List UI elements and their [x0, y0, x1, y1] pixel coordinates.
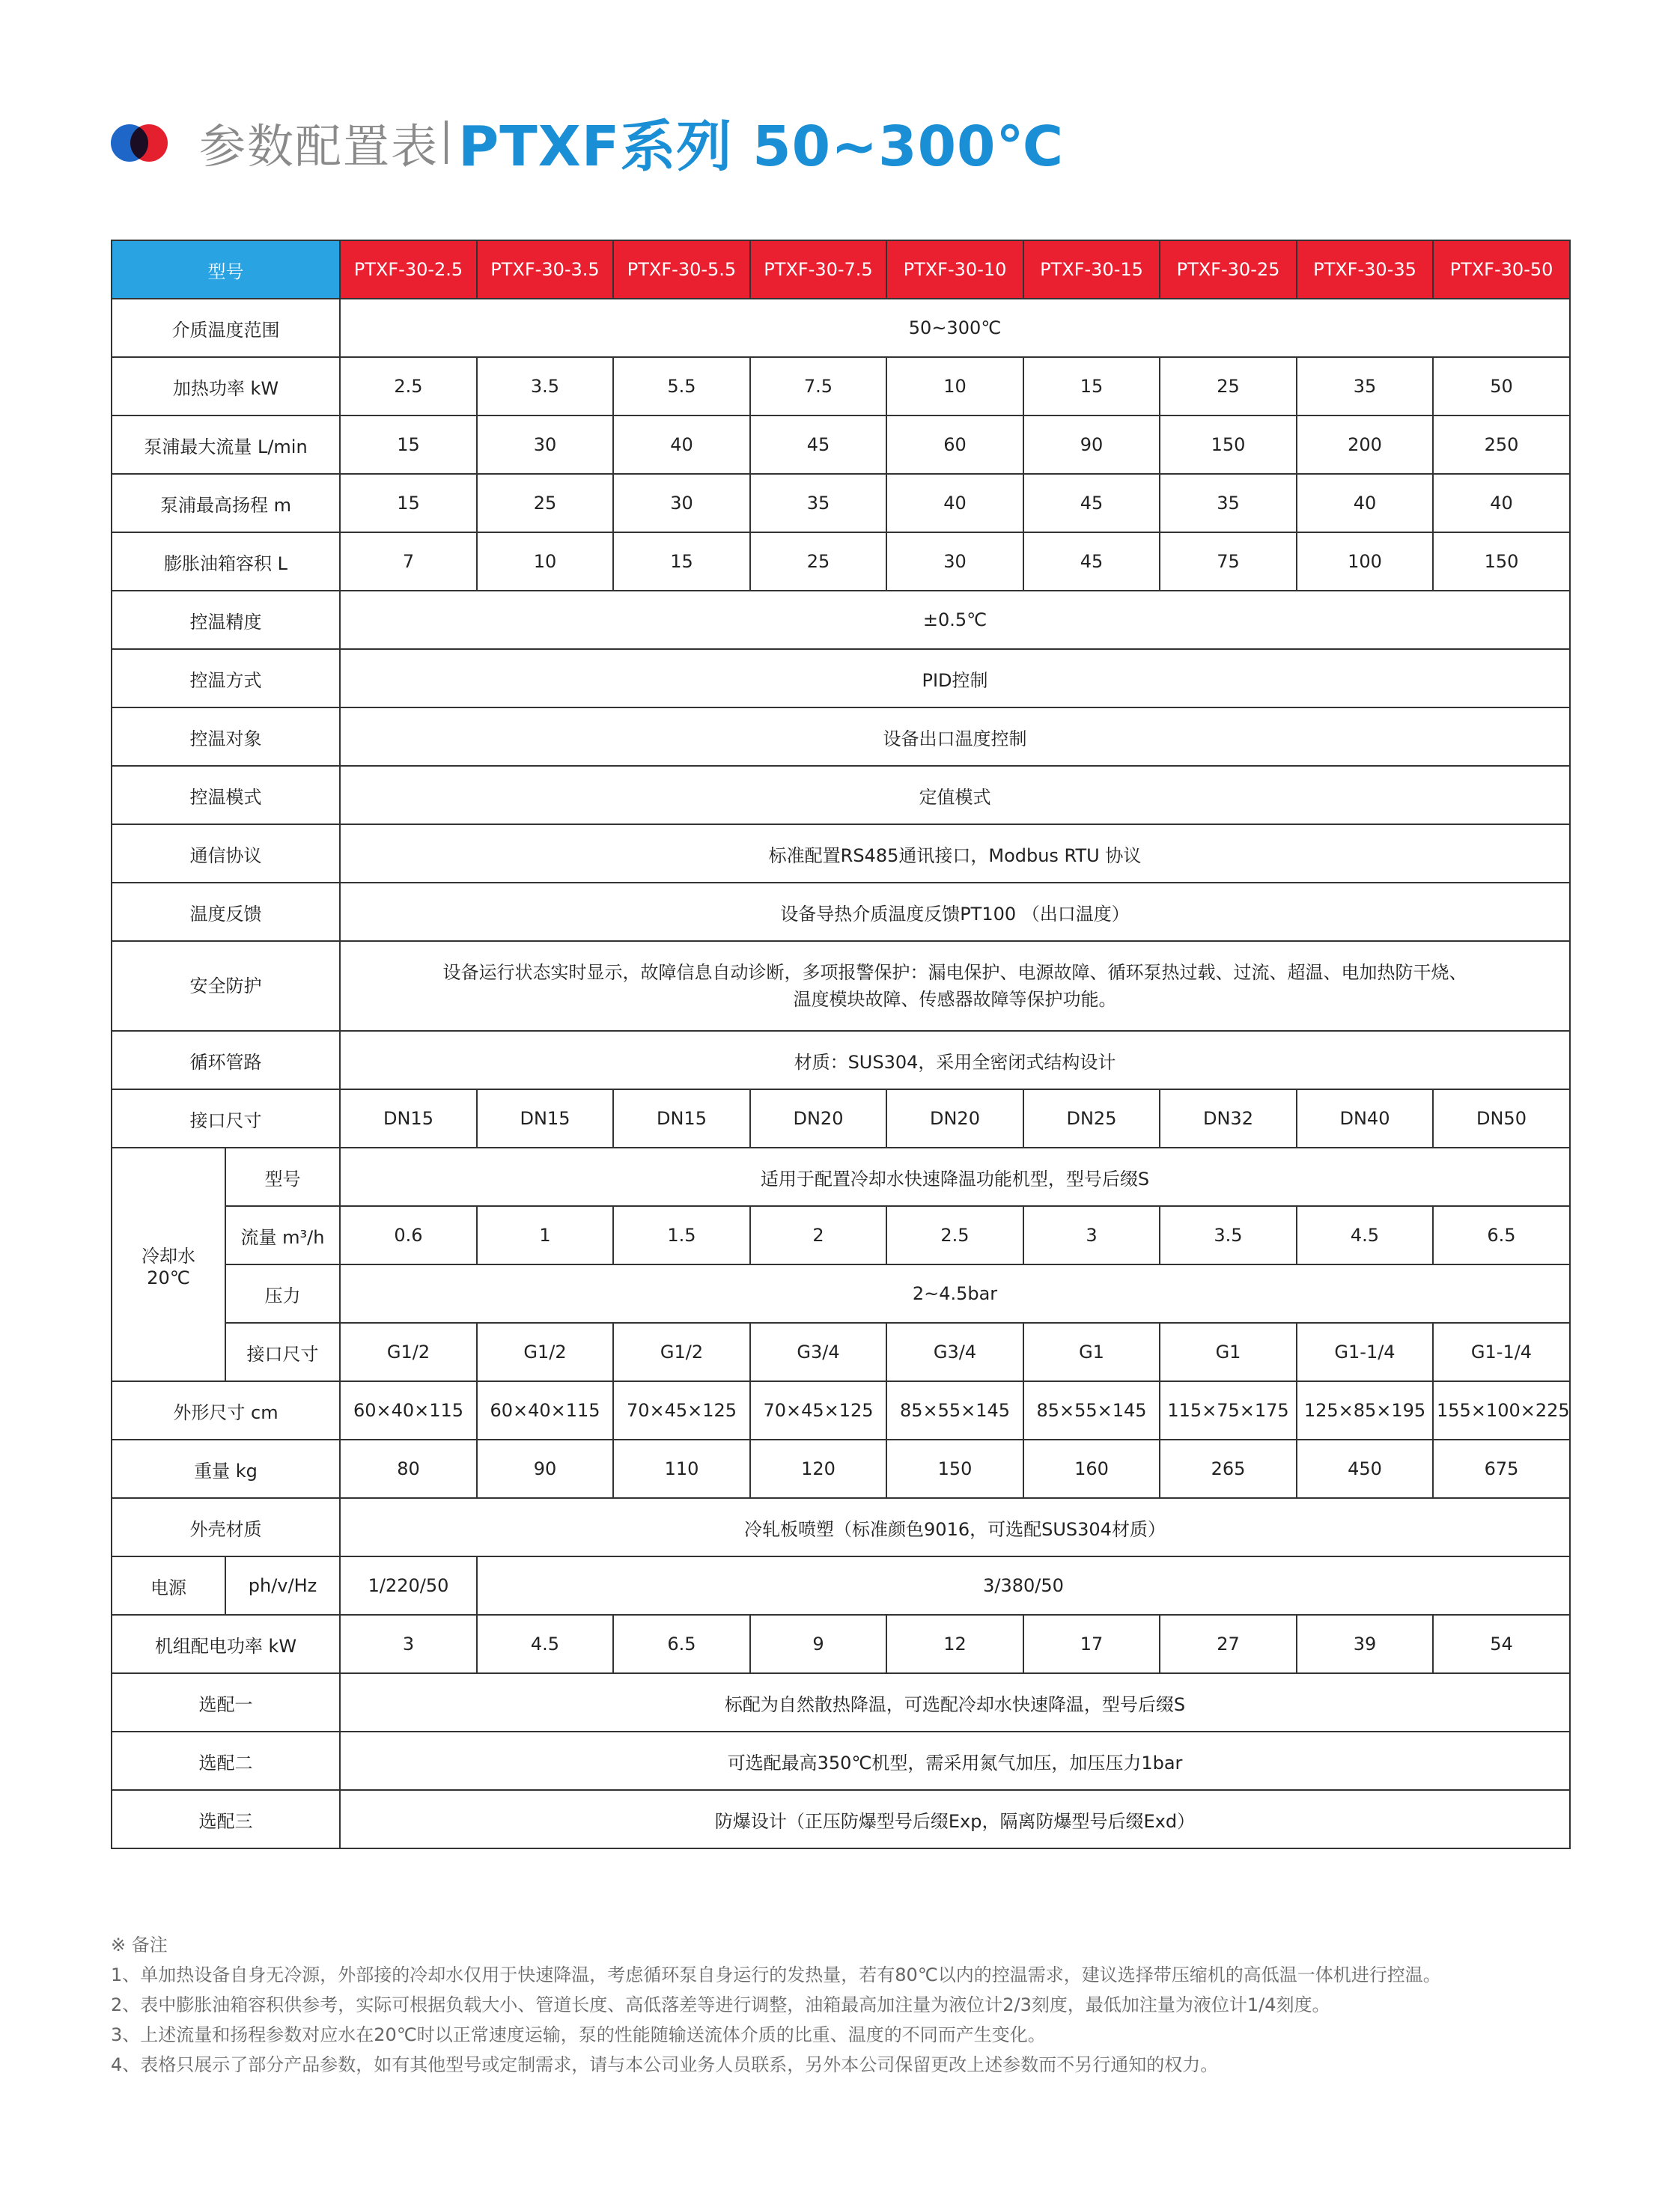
- table-cell: G1: [1160, 1323, 1297, 1381]
- table-cell: DN20: [750, 1089, 886, 1148]
- table-row: [112, 883, 1570, 941]
- table-cell: 150: [886, 1440, 1023, 1498]
- row-label: 泵浦最高扬程 m: [112, 474, 340, 532]
- table-cell: 40: [1433, 474, 1570, 532]
- table-cell: 265: [1160, 1440, 1297, 1498]
- row-value: 3/380/50: [477, 1556, 1570, 1615]
- notes-heading: ※ 备注: [111, 1934, 168, 1955]
- row-label: 型号: [225, 1148, 340, 1206]
- brand-logo-icon: [111, 121, 174, 163]
- note-item: 1、单加热设备自身无冷源，外部接的冷却水仅用于快速降温，考虑循环泵自身运行的发热量，若有80℃以内的控温需求，建议选择带压缩机的高低温一体机进行控温。: [111, 1964, 1441, 1985]
- row-value: 设备出口温度控制: [340, 707, 1570, 766]
- table-cell: 25: [1160, 357, 1297, 415]
- row-value: 标准配置RS485通讯接口，Modbus RTU 协议: [340, 824, 1570, 883]
- table-row: [112, 1556, 1570, 1615]
- table-cell: 30: [613, 474, 750, 532]
- row-label: 接口尺寸: [112, 1089, 340, 1148]
- table-cell: DN32: [1160, 1089, 1297, 1148]
- table-cell: DN15: [477, 1089, 613, 1148]
- table-cell: 0.6: [340, 1206, 477, 1264]
- table-cell: 2.5: [886, 1206, 1023, 1264]
- model-header: PTXF-30-15: [1023, 240, 1160, 299]
- row-label: 膨胀油箱容积 L: [112, 532, 340, 591]
- table-row: [112, 474, 1570, 532]
- row-value: 设备导热介质温度反馈PT100 （出口温度）: [340, 883, 1570, 941]
- row-value: 可选配最高350℃机型，需采用氮气加压，加压压力1bar: [340, 1732, 1570, 1790]
- table-row: [112, 1206, 1570, 1264]
- row-value: ±0.5℃: [340, 591, 1570, 649]
- row-label: 泵浦最大流量 L/min: [112, 415, 340, 474]
- note-item: 2、表中膨胀油箱容积供参考，实际可根据负载大小、管道长度、高低落差等进行调整，油箱最高加注量为液位计2/3刻度，最低加注量为液位计1/4刻度。: [111, 1994, 1330, 2015]
- table-cell: 45: [750, 415, 886, 474]
- table-cell: 110: [613, 1440, 750, 1498]
- table-cell: 15: [1023, 357, 1160, 415]
- table-cell: 9: [750, 1615, 886, 1673]
- table-cell: G1/2: [477, 1323, 613, 1381]
- header-label: 型号: [112, 240, 340, 299]
- row-label: 温度反馈: [112, 883, 340, 941]
- row-sublabel: ph/v/Hz: [225, 1556, 340, 1615]
- table-cell: DN20: [886, 1089, 1023, 1148]
- table-cell: 150: [1160, 415, 1297, 474]
- table-cell: 85×55×145: [1023, 1381, 1160, 1440]
- row-value: 防爆设计（正压防爆型号后缀Exp，隔离防爆型号后缀Exd）: [340, 1790, 1570, 1848]
- row-label: 安全防护: [112, 941, 340, 1031]
- row-label: 电源: [112, 1556, 225, 1615]
- note-item: 3、上述流量和扬程参数对应水在20℃时以正常速度运输，泵的性能随输送流体介质的比重、温度的不同而产生变化。: [111, 2024, 1046, 2045]
- row-label: 接口尺寸: [225, 1323, 340, 1381]
- table-cell: 35: [1160, 474, 1297, 532]
- table-cell: 10: [886, 357, 1023, 415]
- table-row: [112, 1673, 1570, 1732]
- safety-line-1: 设备运行状态实时显示，故障信息自动诊断，多项报警保护：漏电保护、电源故障、循环泵热过载、过流、超温、电加热防干烧、: [442, 962, 1467, 983]
- notes-section: [111, 1930, 1578, 2080]
- table-row: [112, 1732, 1570, 1790]
- table-cell: 60×40×115: [340, 1381, 477, 1440]
- table-cell: 45: [1023, 474, 1160, 532]
- table-row: [112, 941, 1570, 1031]
- row-label: 外形尺寸 cm: [112, 1381, 340, 1440]
- cooling-group-label-line-1: 冷却水: [141, 1245, 195, 1267]
- page-title: [111, 105, 1064, 180]
- table-cell: 3.5: [1160, 1206, 1297, 1264]
- table-cell: DN40: [1297, 1089, 1433, 1148]
- table-cell: G1/2: [613, 1323, 750, 1381]
- model-header: PTXF-30-5.5: [613, 240, 750, 299]
- table-row: [112, 1148, 1570, 1206]
- table-cell: 40: [1297, 474, 1433, 532]
- model-header: PTXF-30-35: [1297, 240, 1433, 299]
- row-label: 选配一: [112, 1673, 340, 1732]
- table-row: [112, 1790, 1570, 1848]
- row-label: 流量 m³/h: [225, 1206, 340, 1264]
- table-cell: 60: [886, 415, 1023, 474]
- model-header: PTXF-30-7.5: [750, 240, 886, 299]
- spec-table: [111, 240, 1571, 1849]
- table-cell: 3.5: [477, 357, 613, 415]
- table-cell: 450: [1297, 1440, 1433, 1498]
- row-label: 外壳材质: [112, 1498, 340, 1556]
- table-cell: 6.5: [1433, 1206, 1570, 1264]
- row-label: 通信协议: [112, 824, 340, 883]
- header-row: [112, 240, 1570, 299]
- note-item: 4、表格只展示了部分产品参数，如有其他型号或定制需求，请与本公司业务人员联系，另外本公司保留更改上述参数而不另行通知的权力。: [111, 2054, 1219, 2075]
- table-cell: 75: [1160, 532, 1297, 591]
- row-value: [340, 941, 1570, 1031]
- table-cell: 70×45×125: [750, 1381, 886, 1440]
- table-cell: 40: [886, 474, 1023, 532]
- table-row: [112, 824, 1570, 883]
- table-cell: 100: [1297, 532, 1433, 591]
- table-cell: 10: [477, 532, 613, 591]
- table-cell: 7.5: [750, 357, 886, 415]
- table-cell: 155×100×225: [1433, 1381, 1570, 1440]
- model-header: PTXF-30-10: [886, 240, 1023, 299]
- table-cell: 90: [477, 1440, 613, 1498]
- table-cell: 39: [1297, 1615, 1433, 1673]
- table-row: [112, 299, 1570, 357]
- row-label: 控温方式: [112, 649, 340, 707]
- row-label: 控温对象: [112, 707, 340, 766]
- table-cell: 27: [1160, 1615, 1297, 1673]
- table-row: [112, 1498, 1570, 1556]
- table-cell: G1-1/4: [1433, 1323, 1570, 1381]
- row-label: 控温精度: [112, 591, 340, 649]
- table-cell: 3: [340, 1615, 477, 1673]
- table-cell: 6.5: [613, 1615, 750, 1673]
- table-cell: 150: [1433, 532, 1570, 591]
- row-label: 控温模式: [112, 766, 340, 824]
- table-cell: 5.5: [613, 357, 750, 415]
- table-cell: 7: [340, 532, 477, 591]
- table-cell: 54: [1433, 1615, 1570, 1673]
- title-divider: [445, 121, 448, 164]
- table-cell: 70×45×125: [613, 1381, 750, 1440]
- table-cell: 3: [1023, 1206, 1160, 1264]
- table-row: [112, 1440, 1570, 1498]
- table-cell: 30: [477, 415, 613, 474]
- table-cell: 250: [1433, 415, 1570, 474]
- row-label: 介质温度范围: [112, 299, 340, 357]
- table-row: [112, 1264, 1570, 1323]
- table-cell: 200: [1297, 415, 1433, 474]
- table-cell: 35: [750, 474, 886, 532]
- row-value: 1/220/50: [340, 1556, 477, 1615]
- table-cell: 120: [750, 1440, 886, 1498]
- table-cell: 1: [477, 1206, 613, 1264]
- row-value: 50~300℃: [340, 299, 1570, 357]
- table-row: [112, 707, 1570, 766]
- model-header: PTXF-30-50: [1433, 240, 1570, 299]
- table-cell: 25: [750, 532, 886, 591]
- table-row: [112, 766, 1570, 824]
- table-cell: 160: [1023, 1440, 1160, 1498]
- safety-line-2: 温度模块故障、传感器故障等保护功能。: [793, 989, 1117, 1010]
- table-cell: 2: [750, 1206, 886, 1264]
- table-row: [112, 415, 1570, 474]
- row-value: 材质：SUS304，采用全密闭式结构设计: [340, 1031, 1570, 1089]
- table-cell: 80: [340, 1440, 477, 1498]
- table-row: [112, 1615, 1570, 1673]
- row-value: 2~4.5bar: [340, 1264, 1570, 1323]
- row-label: 循环管路: [112, 1031, 340, 1089]
- table-cell: 90: [1023, 415, 1160, 474]
- table-cell: DN25: [1023, 1089, 1160, 1148]
- table-cell: DN15: [340, 1089, 477, 1148]
- row-value: 定值模式: [340, 766, 1570, 824]
- table-cell: G1-1/4: [1297, 1323, 1433, 1381]
- cooling-group-label-line-2: 20℃: [147, 1267, 190, 1288]
- table-cell: G3/4: [750, 1323, 886, 1381]
- row-value: 冷轧板喷塑（标准颜色9016，可选配SUS304材质）: [340, 1498, 1570, 1556]
- row-label: 选配二: [112, 1732, 340, 1790]
- table-cell: 50: [1433, 357, 1570, 415]
- table-row: [112, 591, 1570, 649]
- table-cell: G3/4: [886, 1323, 1023, 1381]
- table-cell: 85×55×145: [886, 1381, 1023, 1440]
- model-header: PTXF-30-25: [1160, 240, 1297, 299]
- model-header: PTXF-30-3.5: [477, 240, 613, 299]
- table-cell: 2.5: [340, 357, 477, 415]
- table-row: [112, 649, 1570, 707]
- table-row: [112, 1089, 1570, 1148]
- table-cell: G1: [1023, 1323, 1160, 1381]
- table-cell: 675: [1433, 1440, 1570, 1498]
- table-row: [112, 357, 1570, 415]
- table-cell: G1/2: [340, 1323, 477, 1381]
- title-main: PTXF系列 50~300℃: [458, 115, 1065, 179]
- row-label: 机组配电功率 kW: [112, 1615, 340, 1673]
- row-label: 重量 kg: [112, 1440, 340, 1498]
- table-cell: 125×85×195: [1297, 1381, 1433, 1440]
- table-cell: 40: [613, 415, 750, 474]
- table-cell: 15: [340, 474, 477, 532]
- row-value: 标配为自然散热降温，可选配冷却水快速降温，型号后缀S: [340, 1673, 1570, 1732]
- table-cell: DN50: [1433, 1089, 1570, 1148]
- row-label: 选配三: [112, 1790, 340, 1848]
- table-cell: 4.5: [477, 1615, 613, 1673]
- model-header: PTXF-30-2.5: [340, 240, 477, 299]
- table-cell: 15: [613, 532, 750, 591]
- cooling-group-label: [112, 1148, 225, 1381]
- table-row: [112, 1381, 1570, 1440]
- table-cell: 35: [1297, 357, 1433, 415]
- table-cell: 60×40×115: [477, 1381, 613, 1440]
- table-row: [112, 532, 1570, 591]
- table-cell: 115×75×175: [1160, 1381, 1297, 1440]
- table-cell: 30: [886, 532, 1023, 591]
- table-row: [112, 1031, 1570, 1089]
- row-value: 适用于配置冷却水快速降温功能机型，型号后缀S: [340, 1148, 1570, 1206]
- row-value: PID控制: [340, 649, 1570, 707]
- table-cell: 17: [1023, 1615, 1160, 1673]
- table-cell: 25: [477, 474, 613, 532]
- table-cell: 4.5: [1297, 1206, 1433, 1264]
- row-label: 加热功率 kW: [112, 357, 340, 415]
- table-cell: 1.5: [613, 1206, 750, 1264]
- table-cell: 45: [1023, 532, 1160, 591]
- title-prefix: 参数配置表: [199, 118, 439, 174]
- table-row: [112, 1323, 1570, 1381]
- row-label: 压力: [225, 1264, 340, 1323]
- table-cell: 15: [340, 415, 477, 474]
- table-cell: DN15: [613, 1089, 750, 1148]
- table-cell: 12: [886, 1615, 1023, 1673]
